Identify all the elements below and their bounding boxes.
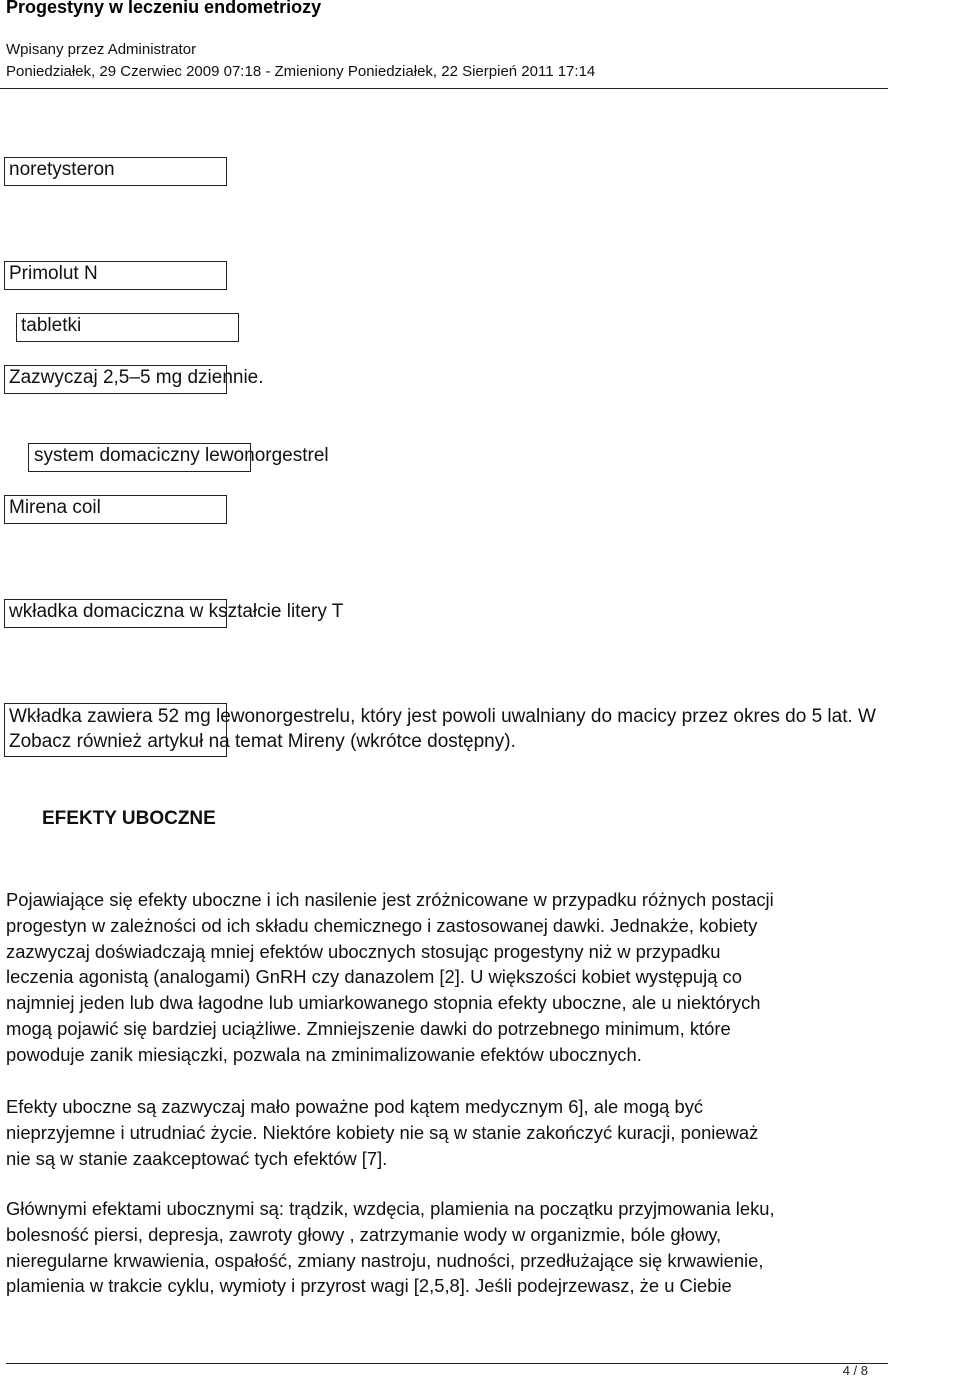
paragraph-line: mogą pojawić się bardziej uciążliwe. Zmniejszenie dawki do potrzebnego minimum, które	[6, 1017, 731, 1039]
paragraph-line: nieprzyjemne i utrudniać życie. Niektóre kobiety nie są w stanie zakończyć kuracji, ponieważ	[6, 1121, 759, 1143]
cell-description-line2: Zobacz również artykuł na temat Mireny (wkrótce dostępny).	[9, 731, 516, 752]
paragraph-line: progestyn w zależności od ich składu chemicznego i zastosowanej dawki. Jednakże, kobiety	[6, 914, 758, 936]
footer-divider	[6, 1363, 888, 1364]
paragraph-line: zazwyczaj doświadczają mniej efektów ubocznych stosując progestyny niż w przypadku	[6, 940, 721, 962]
date-line: Poniedziałek, 29 Czerwiec 2009 07:18 - Zmieniony Poniedziałek, 22 Sierpień 2011 17:14	[6, 63, 596, 80]
cell-wkladka: wkładka domaciczna w kształcie litery T	[9, 601, 344, 622]
paragraph-line: nie są w stanie zaakceptować tych efektów [7].	[6, 1147, 388, 1169]
page-number: 4 / 8	[842, 1363, 868, 1378]
paragraph-line: powoduje zanik miesiączki, pozwala na zminimalizowanie efektów ubocznych.	[6, 1043, 642, 1065]
cell-tabletki: tabletki	[21, 315, 82, 336]
paragraph-line: Głównymi efektami ubocznymi są: trądzik, wzdęcia, plamienia na początku przyjmowania leku,	[6, 1198, 775, 1219]
cell-system: system domaciczny lewonorgestrel	[34, 445, 329, 466]
cell-description-line1: Wkładka zawiera 52 mg lewonorgestrelu, który jest powoli uwalniany do macicy przez okres do 5 lat. W	[9, 706, 876, 727]
header-divider	[0, 88, 888, 89]
paragraph-line: leczenia agonistą (analogami) GnRH czy danazolem [2]. U większości kobiet występują co	[6, 966, 742, 988]
paragraph-line: plamienia w trakcie cyklu, wymioty i przyrost wagi [2,5,8]. Jeśli podejrzewasz, że u Ciebie	[6, 1275, 732, 1297]
paragraph-main-effects	[6, 1196, 775, 1299]
paragraph-line: Pojawiające się efekty uboczne i ich nasilenie jest zróżnicowane w przypadku różnych postacji	[6, 889, 774, 910]
page-title: Progestyny w leczeniu endometriozy	[6, 0, 322, 17]
cell-dosage: Zazwyczaj 2,5–5 mg dziennie.	[9, 367, 264, 388]
paragraph-line: bolesność piersi, depresja, zawroty głowy , zatrzymanie wody w organizmie, bóle głowy,	[6, 1223, 722, 1245]
paragraph-severity	[6, 1094, 758, 1171]
author-line: Wpisany przez Administrator	[6, 41, 197, 58]
section-heading: EFEKTY UBOCZNE	[42, 808, 216, 829]
paragraph-line: Efekty uboczne są zazwyczaj mało poważne pod kątem medycznym 6], ale mogą być	[6, 1096, 704, 1117]
paragraph-line: nieregularne krwawienia, ospałość, zmiany nastroju, nudności, przedłużające się krwawienie,	[6, 1249, 764, 1271]
paragraph-side-effects	[6, 887, 774, 1068]
paragraph-line: najmniej jeden lub dwa łagodne lub umiarkowanego stopnia efekty uboczne, ale u niektórych	[6, 992, 761, 1014]
cell-mirena: Mirena coil	[9, 497, 101, 518]
cell-noretysteron: noretysteron	[9, 159, 115, 180]
cell-primolut: Primolut N	[9, 263, 98, 284]
